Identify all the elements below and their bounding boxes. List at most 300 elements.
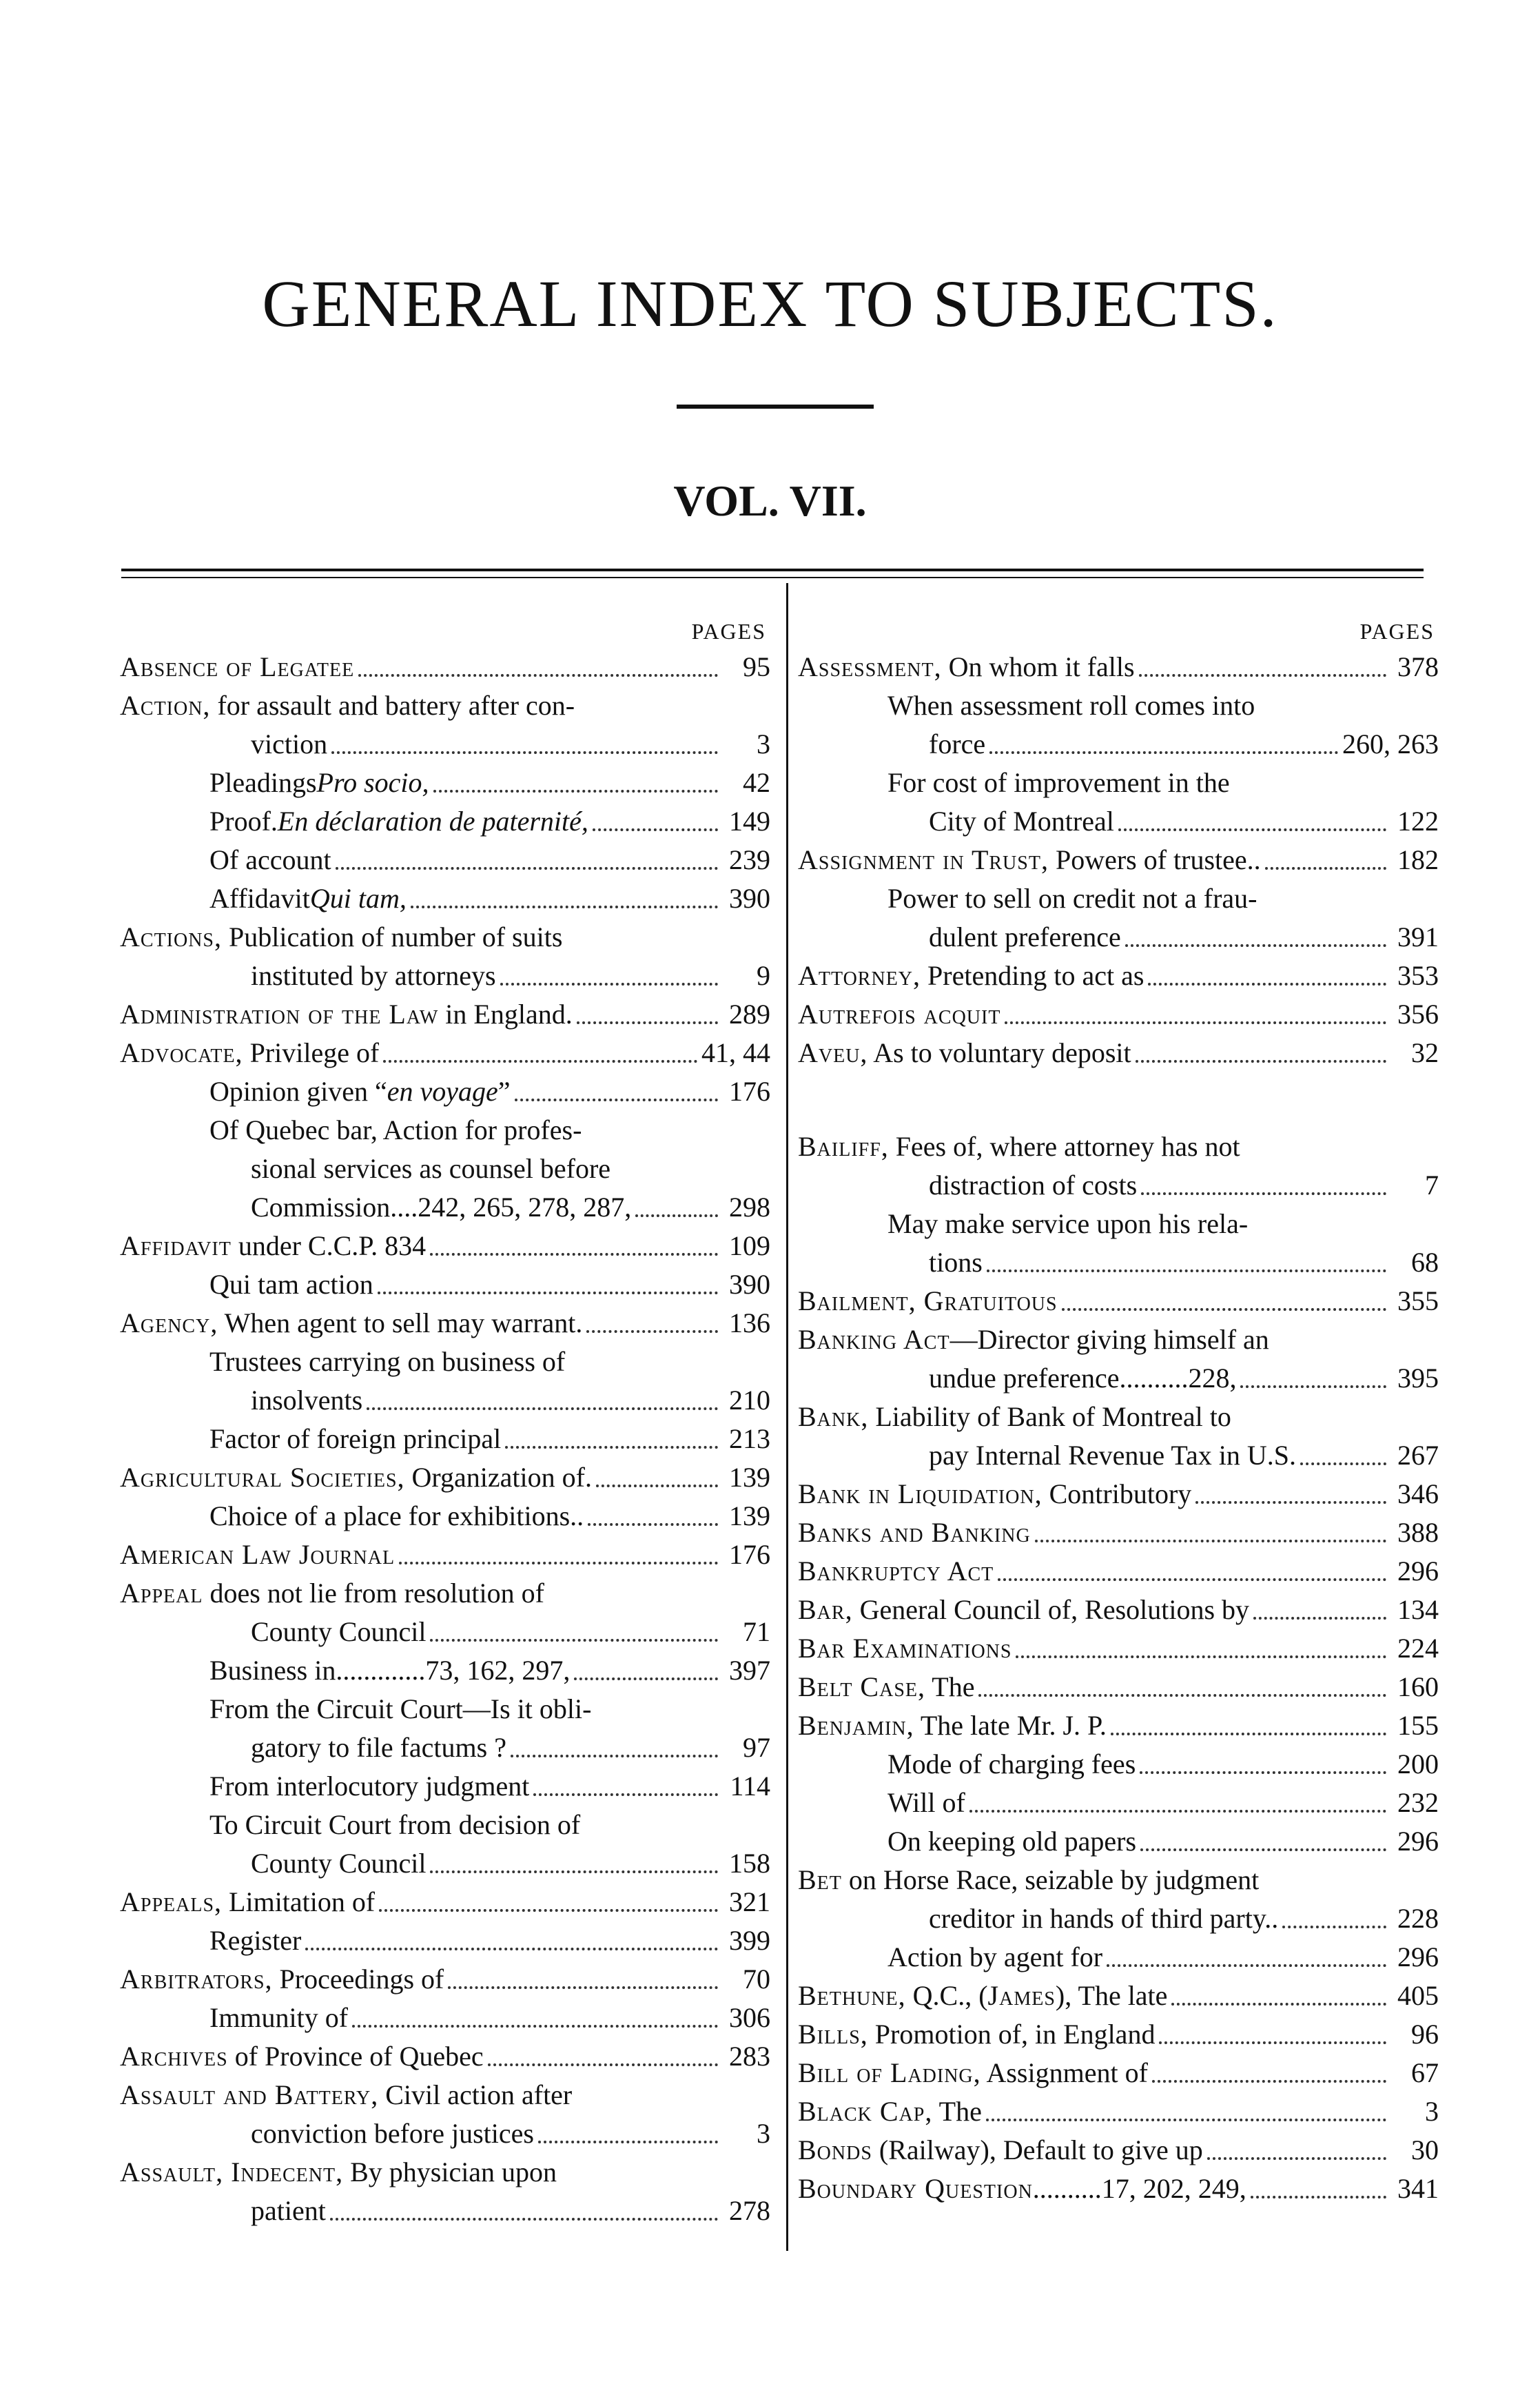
entry-subject: dulent preference — [929, 921, 1121, 952]
entry-subject: Promotion of, in England — [867, 2019, 1156, 2050]
index-entry — [798, 1034, 1439, 1072]
entry-text — [798, 2170, 1246, 2208]
pages-header: PAGES — [1359, 619, 1435, 644]
index-entry — [120, 802, 770, 841]
index-entry — [120, 1497, 770, 1536]
leader-dots — [330, 2218, 718, 2221]
entry-text — [120, 2156, 557, 2187]
entry-text — [209, 1265, 373, 1304]
column-divider — [786, 583, 788, 2251]
entry-subject: in England. — [438, 999, 573, 1030]
entry-line — [798, 648, 1439, 686]
leader-dots — [1005, 1021, 1386, 1024]
page-reference: 160 — [1397, 1671, 1439, 1702]
entry-line — [798, 918, 1439, 957]
page-reference: 267 — [1397, 1440, 1439, 1471]
page-reference: 71 — [743, 1616, 770, 1647]
index-entry — [120, 1574, 770, 1651]
entry-line — [798, 1320, 1439, 1359]
entry-text — [798, 1324, 1269, 1355]
index-entry — [798, 1320, 1439, 1398]
entry-heading: Bill of Lading, — [798, 2057, 981, 2088]
index-entry — [120, 648, 770, 686]
page-reference: 136 — [729, 1307, 770, 1338]
entry-heading: Agricultural Societies, — [120, 1462, 405, 1493]
entry-heading: Bills, — [798, 2019, 868, 2050]
index-entry — [798, 1745, 1439, 1784]
entry-line — [798, 764, 1439, 802]
entry-text — [209, 1072, 511, 1111]
entry-line — [120, 1536, 770, 1574]
index-entry — [120, 2037, 770, 2076]
entry-line — [120, 1188, 770, 1227]
entry-heading: Bankruptcy Act — [798, 1556, 994, 1587]
entry-line — [120, 1767, 770, 1806]
entry-subject: gatory to file factums ? — [251, 1732, 506, 1763]
entry-subject: From the Circuit Court—Is it obli- — [209, 1693, 592, 1724]
entry-line — [798, 1629, 1439, 1668]
entry-text — [120, 1536, 395, 1574]
index-entry — [798, 1475, 1439, 1513]
entry-subject: From interlocutory judgment — [209, 1771, 530, 1802]
entry-line — [798, 1938, 1439, 1977]
entry-subject: on Horse Race, seizable by judgment — [841, 1864, 1260, 1895]
page-reference: 289 — [729, 999, 770, 1030]
index-entry — [120, 1343, 770, 1420]
entry-heading: Attorney, — [798, 960, 921, 991]
page-reference: 399 — [729, 1925, 770, 1956]
page-reference: 356 — [1397, 999, 1439, 1030]
entry-line — [798, 1128, 1439, 1166]
page-reference: 42 — [743, 767, 770, 798]
entry-heading: Affidavit — [120, 1230, 232, 1261]
index-entry — [120, 918, 770, 995]
entry-subject: Action by agent for — [887, 1941, 1103, 1972]
index-entry — [798, 957, 1439, 995]
entry-line — [120, 1111, 770, 1150]
entry-text — [798, 995, 1000, 1034]
entry-list — [798, 648, 1439, 2208]
entry-text — [798, 648, 1135, 686]
entry-subject: (Railway), Default to give up — [872, 2134, 1203, 2165]
entry-text — [209, 1651, 570, 1690]
entry-text — [120, 2037, 484, 2076]
entry-heading: Bailment, Gratuitous — [798, 1285, 1058, 1316]
entry-heading: Administration of the Law — [120, 999, 439, 1030]
index-entry — [798, 1861, 1439, 1938]
leader-dots — [969, 1810, 1386, 1813]
entry-text — [209, 764, 429, 802]
entry-subject: force — [929, 728, 986, 759]
entry-text — [798, 1864, 1259, 1895]
entry-heading: Autrefois acquit — [798, 999, 1001, 1030]
entry-line — [120, 764, 770, 802]
title-rule — [677, 405, 874, 409]
entry-subject: The — [932, 2096, 982, 2127]
entry-subject: under C.C.P. 834 — [231, 1230, 427, 1261]
page-reference: 96 — [1411, 2019, 1439, 2050]
entry-line — [120, 1420, 770, 1458]
leader-dots — [378, 1292, 718, 1294]
entry-subject: Qui tam action — [209, 1269, 373, 1300]
leader-dots — [986, 2119, 1386, 2121]
page-reference: 296 — [1397, 1556, 1439, 1587]
page-reference: 200 — [1397, 1748, 1439, 1779]
leader-dots — [987, 1269, 1386, 1272]
leader-dots — [1062, 1308, 1386, 1311]
index-entry — [798, 1977, 1439, 2015]
leader-dots — [430, 1253, 718, 1256]
entry-text — [798, 1552, 994, 1591]
entry-text — [251, 957, 496, 995]
index-entry — [798, 1784, 1439, 1822]
entry-text — [120, 1960, 444, 1999]
entry-subject: As to voluntary deposit — [867, 1037, 1131, 1068]
index-entry — [798, 764, 1439, 841]
entry-text — [251, 1844, 426, 1883]
entry-line — [120, 2192, 770, 2230]
index-entry — [798, 995, 1439, 1034]
page-reference: 355 — [1397, 1285, 1439, 1316]
entry-text — [798, 2092, 982, 2131]
entry-subject: ..........17, 202, 249, — [1032, 2173, 1246, 2204]
entry-heading: Bank in Liquidation, — [798, 1478, 1043, 1509]
entry-line — [120, 1806, 770, 1844]
entry-text — [251, 1381, 362, 1420]
entry-subject: When agent to sell may warrant. — [218, 1307, 583, 1338]
page-reference: 321 — [729, 1886, 770, 1917]
entry-line — [120, 1690, 770, 1728]
entry-subject: Register — [209, 1925, 302, 1956]
entry-line — [798, 1861, 1439, 1899]
entry-text — [209, 802, 588, 841]
entry-subject: of Province of Quebec — [227, 2041, 484, 2072]
entry-text — [929, 725, 985, 764]
entry-line — [120, 686, 770, 725]
page-reference: 176 — [729, 1539, 770, 1570]
page-reference: 306 — [729, 2002, 770, 2033]
index-entry — [120, 841, 770, 879]
entry-line — [798, 1591, 1439, 1629]
entry-line — [798, 1205, 1439, 1243]
leader-dots — [488, 2063, 718, 2066]
page-reference: 176 — [729, 1076, 770, 1107]
page-reference: 278 — [729, 2195, 770, 2226]
entry-subject: By physician upon — [343, 2156, 557, 2187]
index-entry — [798, 1128, 1439, 1205]
page-reference: 155 — [1397, 1710, 1439, 1741]
leader-dots — [635, 1214, 718, 1217]
entry-text — [887, 767, 1230, 798]
entry-subject: On whom it falls — [941, 651, 1135, 682]
entry-heading: Bet — [798, 1864, 842, 1895]
entry-line — [798, 1513, 1439, 1552]
entry-line — [120, 1921, 770, 1960]
entry-line — [120, 1265, 770, 1304]
entry-subject: Power to sell on credit not a frau- — [887, 883, 1257, 914]
entry-subject: May make service upon his rela- — [887, 1208, 1249, 1239]
entry-heading: Arbitrators, — [120, 1963, 273, 1995]
entry-text — [887, 883, 1257, 914]
leader-dots — [577, 1021, 718, 1024]
entry-text — [251, 2114, 534, 2153]
leader-dots — [1111, 1733, 1386, 1735]
entry-line — [120, 725, 770, 764]
entry-heading: Absence of Legatee — [120, 651, 355, 682]
entry-heading: Benjamin, — [798, 1710, 914, 1741]
entry-text — [798, 957, 1144, 995]
entry-text — [798, 1706, 1107, 1745]
leader-dots — [305, 1948, 718, 1950]
entry-line — [798, 957, 1439, 995]
index-entry — [120, 1690, 770, 1767]
leader-dots — [1152, 2080, 1386, 2083]
index-column-left — [120, 615, 770, 2230]
index-entry — [120, 995, 770, 1034]
entry-text — [798, 2054, 1148, 2092]
entry-subject: Privilege of — [243, 1037, 380, 1068]
index-entry — [798, 2054, 1439, 2092]
entry-line — [798, 725, 1439, 764]
page-reference: 283 — [729, 2041, 770, 2072]
entry-subject: —Director giving himself an — [949, 1324, 1269, 1355]
entry-text — [929, 918, 1121, 957]
entry-heading: Appeals, — [120, 1886, 223, 1917]
leader-dots — [1139, 674, 1386, 677]
entry-line — [120, 918, 770, 957]
leader-dots — [1107, 1964, 1386, 1967]
entry-line — [798, 2170, 1439, 2208]
entry-subject: Proceedings of — [272, 1963, 444, 1995]
page-reference: 397 — [729, 1655, 770, 1686]
leader-dots — [1118, 828, 1386, 831]
page-reference: 298 — [729, 1192, 770, 1223]
entry-text — [209, 1346, 565, 1377]
entry-subject: To Circuit Court from decision of — [209, 1809, 581, 1840]
index-entry — [798, 686, 1439, 764]
page-reference: 213 — [729, 1423, 770, 1454]
entry-text — [209, 1420, 501, 1458]
entry-subject: Will of — [887, 1787, 965, 1818]
entry-line — [798, 841, 1439, 879]
entry-text — [929, 1899, 1278, 1938]
entry-line — [798, 1977, 1439, 2015]
index-entry — [798, 2131, 1439, 2170]
leader-dots — [430, 1870, 718, 1873]
entry-line — [798, 1243, 1439, 1282]
page-reference: 41, 44 — [701, 1037, 770, 1068]
header-double-rule — [121, 569, 1424, 578]
index-entry — [798, 841, 1439, 879]
entry-subject: ), The late — [1055, 1980, 1168, 2011]
index-entry — [120, 764, 770, 802]
page-reference: 3 — [757, 2118, 770, 2149]
entry-subject: Of Quebec bar, Action for profes- — [209, 1114, 582, 1145]
entry-text — [120, 1883, 375, 1921]
entry-subject: Of account — [209, 844, 331, 875]
entry-line — [120, 802, 770, 841]
entry-line — [120, 1497, 770, 1536]
leader-dots — [515, 1099, 718, 1101]
page-reference: 341 — [1397, 2173, 1439, 2204]
entry-heading: Assignment in Trust, — [798, 844, 1049, 875]
entry-subject: Mode of charging fees — [887, 1748, 1136, 1779]
entry-subject: Civil action after — [378, 2079, 573, 2110]
leader-dots — [1253, 1617, 1386, 1620]
entry-italic-term: En déclaration de paternité, — [277, 806, 588, 837]
entry-text — [887, 690, 1255, 721]
entry-text — [798, 1629, 1012, 1668]
entry-heading: Assault, Indecent, — [120, 2156, 344, 2187]
entry-line — [120, 2114, 770, 2153]
index-entry — [798, 2170, 1439, 2208]
entry-line — [798, 1359, 1439, 1398]
page-reference: 296 — [1397, 1941, 1439, 1972]
index-entry — [120, 1883, 770, 1921]
entry-text — [209, 1999, 348, 2037]
entry-text — [798, 1475, 1191, 1513]
index-entry — [120, 1536, 770, 1574]
entry-text — [798, 1668, 974, 1706]
entry-text — [209, 1693, 591, 1724]
entry-heading: Bethune, — [798, 1980, 906, 2011]
entry-line — [798, 1475, 1439, 1513]
index-entry — [798, 879, 1439, 957]
entry-subject: General Council of, Resolutions by — [852, 1594, 1250, 1625]
entry-heading: Bar Examinations — [798, 1633, 1012, 1664]
entry-line — [120, 2076, 770, 2114]
entry-text — [798, 2131, 1203, 2170]
leader-dots — [533, 1793, 718, 1796]
entry-heading: Bailiff, — [798, 1131, 889, 1162]
entry-heading: Boundary Question — [798, 2173, 1033, 2204]
entry-line — [798, 1034, 1439, 1072]
leader-dots — [331, 751, 718, 754]
leader-dots — [1171, 2003, 1386, 2006]
leader-dots — [379, 1909, 718, 1912]
entry-line — [798, 2092, 1439, 2131]
leader-dots — [538, 2141, 718, 2143]
entry-text — [120, 921, 562, 952]
page-reference: 70 — [743, 1963, 770, 1995]
index-entry — [120, 1072, 770, 1111]
page-reference: 346 — [1397, 1478, 1439, 1509]
entry-subject: for assault and battery after con- — [210, 690, 575, 721]
entry-text — [120, 995, 573, 1034]
index-entry — [120, 1806, 770, 1883]
page-reference: 122 — [1397, 806, 1439, 837]
entry-line — [798, 1398, 1439, 1436]
entry-text — [887, 1822, 1136, 1861]
page-reference: 139 — [729, 1462, 770, 1493]
entry-line — [120, 1844, 770, 1883]
leader-dots — [399, 1562, 718, 1564]
entry-heading: Assessment, — [798, 651, 942, 682]
entry-text — [120, 1227, 426, 1265]
entry-line — [120, 1072, 770, 1111]
index-entry — [120, 1111, 770, 1227]
entry-text — [120, 1578, 544, 1609]
entry-subject: When assessment roll comes into — [887, 690, 1255, 721]
entry-text — [887, 1208, 1248, 1239]
entry-text — [929, 1166, 1137, 1205]
entry-line — [120, 1651, 770, 1690]
index-entry — [120, 1458, 770, 1497]
index-entry — [120, 1651, 770, 1690]
entry-text — [251, 1728, 506, 1767]
entry-text — [798, 841, 1261, 879]
entry-line — [120, 1304, 770, 1343]
page-reference: 228 — [1397, 1903, 1439, 1934]
index-entry — [798, 1282, 1439, 1320]
leader-dots — [500, 983, 718, 986]
page-reference: 388 — [1397, 1517, 1439, 1548]
entry-subject: viction — [251, 728, 328, 759]
entry-subject: The — [925, 1671, 975, 1702]
entry-line — [798, 2131, 1439, 2170]
entry-line — [120, 1343, 770, 1381]
index-entry — [798, 1205, 1439, 1282]
page-reference: 134 — [1397, 1594, 1439, 1625]
leader-dots — [1016, 1655, 1386, 1658]
page-reference: 390 — [729, 883, 770, 914]
entry-text — [798, 1131, 1240, 1162]
entry-line — [120, 995, 770, 1034]
entry-heading: Aveu, — [798, 1037, 868, 1068]
entry-text — [887, 1938, 1102, 1977]
page-title: GENERAL INDEX TO SUBJECTS. — [262, 267, 1278, 340]
leader-dots — [978, 1694, 1386, 1697]
entry-subject: Opinion given “ — [209, 1076, 387, 1107]
entry-heading: Actions, — [120, 921, 223, 952]
page-reference: 67 — [1411, 2057, 1439, 2088]
entry-line — [798, 879, 1439, 918]
entry-text — [798, 1591, 1249, 1629]
entry-text — [209, 1767, 529, 1806]
leader-dots — [383, 1060, 697, 1063]
index-entry — [120, 1767, 770, 1806]
entry-subject: City of Montreal — [929, 806, 1114, 837]
page-reference: 3 — [757, 728, 770, 759]
page-reference: 149 — [729, 806, 770, 837]
entry-line — [798, 2054, 1439, 2092]
index-entry — [120, 1999, 770, 2037]
entry-text — [929, 1243, 983, 1282]
entry-heading: Belt Case, — [798, 1671, 925, 1702]
entry-text — [798, 1282, 1058, 1320]
entry-text — [251, 1188, 631, 1227]
entry-subject: Affidavit — [209, 883, 310, 914]
entry-line — [120, 879, 770, 918]
index-entry — [798, 1668, 1439, 1706]
index-entry — [798, 1629, 1439, 1668]
entry-subject: ” — [497, 1076, 511, 1107]
entry-subject: Q.C., ( — [905, 1980, 988, 2011]
section-gap — [798, 1072, 1439, 1128]
leader-dots — [586, 1330, 718, 1333]
entry-line — [120, 1458, 770, 1497]
page-reference: 210 — [729, 1385, 770, 1416]
entry-heading: Agency, — [120, 1307, 218, 1338]
entry-text — [120, 1034, 379, 1072]
leader-dots — [596, 1485, 718, 1487]
index-entry — [798, 1398, 1439, 1475]
entry-subject: Pretending to act as — [921, 960, 1144, 991]
entry-subject: Proof. — [209, 806, 278, 837]
leader-dots — [336, 867, 718, 870]
entry-subject: Pleadings — [209, 767, 317, 798]
page-reference: 32 — [1411, 1037, 1439, 1068]
